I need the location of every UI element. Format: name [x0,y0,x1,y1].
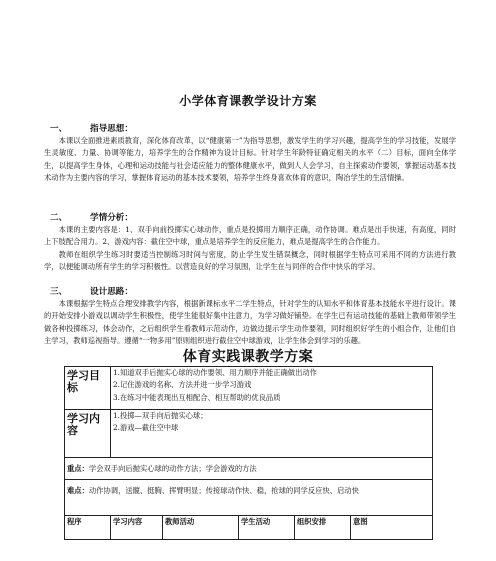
column-header: 组织安排 [295,516,351,540]
document-title: 小学体育课教学设计方案 [179,94,317,108]
section-heading [44,123,456,135]
goal-item: 1.知道双手后抛实心球的动作要领、用力顺序并能正确做出动作 [113,368,317,377]
section-heading-text: 指导思想： [90,124,133,134]
goals-label: 学习目标 [65,367,111,410]
content-row [65,410,433,458]
section-design-approach [44,286,456,348]
difficulty-text: 动作协调，送髋、挺胸、挥臂明显；传接球动作快、稳，抢球的同学反应快、启动快 [88,486,359,495]
process-label: 程序 [65,516,111,540]
goal-item: 2.记住游戏的名称、方法并进一步学习游戏 [113,380,252,390]
key-point-row [65,458,433,480]
section-number: 二、 [50,213,68,223]
content-item: 2.游戏—截住空中球 [113,423,179,433]
column-header: 学生活动 [239,516,295,540]
section-number: 三、 [50,287,68,297]
column-header: 意图 [351,516,433,540]
practice-plan-title: 体育实践课教学方案 [182,349,314,365]
goals-cell [111,367,433,410]
key-point-text: 学会双手向后抛实心球的动作方法；学会游戏的方法 [88,464,257,473]
content-label: 学习内容 [65,410,111,458]
goals-row [65,367,433,410]
section-learning-analysis [44,212,456,274]
content-cell [111,410,433,458]
process-header-row [65,516,433,540]
section-paragraph: 本课的主要内容是：1、双手向前投掷实心球动作，重点是投掷用力顺序正确，动作协调。难点是出手快速，有高度，同时上下肢配合用力。2、游戏内容：截住空中球，重点是培养学生的反应能力，难点是提高学生的合作能力。 [44,225,456,247]
goal-item: 3.在练习中能表现出互相配合、相互帮助的优良品质 [113,392,281,402]
section-heading-text: 设计思路： [90,287,133,297]
section-number: 一、 [50,124,68,134]
difficulty-row [65,480,433,516]
section-heading [44,286,456,298]
section-paragraph: 本课根据学生特点合理安排教学内容，根据新课标水平二学生特点，针对学生的认知水平和体育基本技能水平进行设计。课的开始安排小游戏以调动学生积极性，使学生能很好集中注意力，为学习做好铺垫。在学生已有运动技能的基础上教师带领学生做各种投掷练习，体会动作，之后组织学生看教师示范动作，边做边提示学生动作要领，同时组织好学生的小组合作，让他们自主学习，教师巡视指导。遵循“一物多用”原则组织进行截住空中球游戏，让学生体会到学习的乐趣。 [44,299,456,346]
difficulty-label: 难点： [67,486,89,495]
section-paragraph: 教师在组织学生练习时要适当控制练习时间与密度，防止学生发生错误概念，同时根据学生特点可采用不同的方法进行教学，以便能调动所有学生的学习积极性。以营造良好的学习氛围，让学生在与同伴的合作中快乐的学习。 [44,249,456,272]
column-header: 教师活动 [163,516,239,540]
key-point-cell [65,458,433,480]
section-heading [44,212,456,224]
content-item: 1.投掷—双手向后抛实心球； [113,411,208,420]
section-guiding-ideology [44,123,456,185]
key-point-label: 重点： [67,464,89,473]
column-header: 学习内容 [111,516,163,540]
difficulty-cell [65,480,433,516]
section-heading-text: 学情分析： [90,213,133,223]
lesson-plan-table [64,366,433,540]
section-paragraph: 本课以全面推进素质教育，深化体育改革，以“健康第一”为指导思想，激发学生的学习兴趣，提高学生的学习技能，发展学生灵敏度、力量、协调等能力，培养学生的合作精神为设计目标。针对学生年龄特征确定相关的水平（二）目标，面向全体学生，以提高学生身体，心理和运动技能与社会适应能力的整体健康水平，做到人人会学习，自主探索动作要领，掌握运动基本技术动作为主要内容的学习，掌握体育运动的基本技术要领，培养学生终身喜欢体育的意识，陶冶学生的生活情操。 [44,136,456,183]
